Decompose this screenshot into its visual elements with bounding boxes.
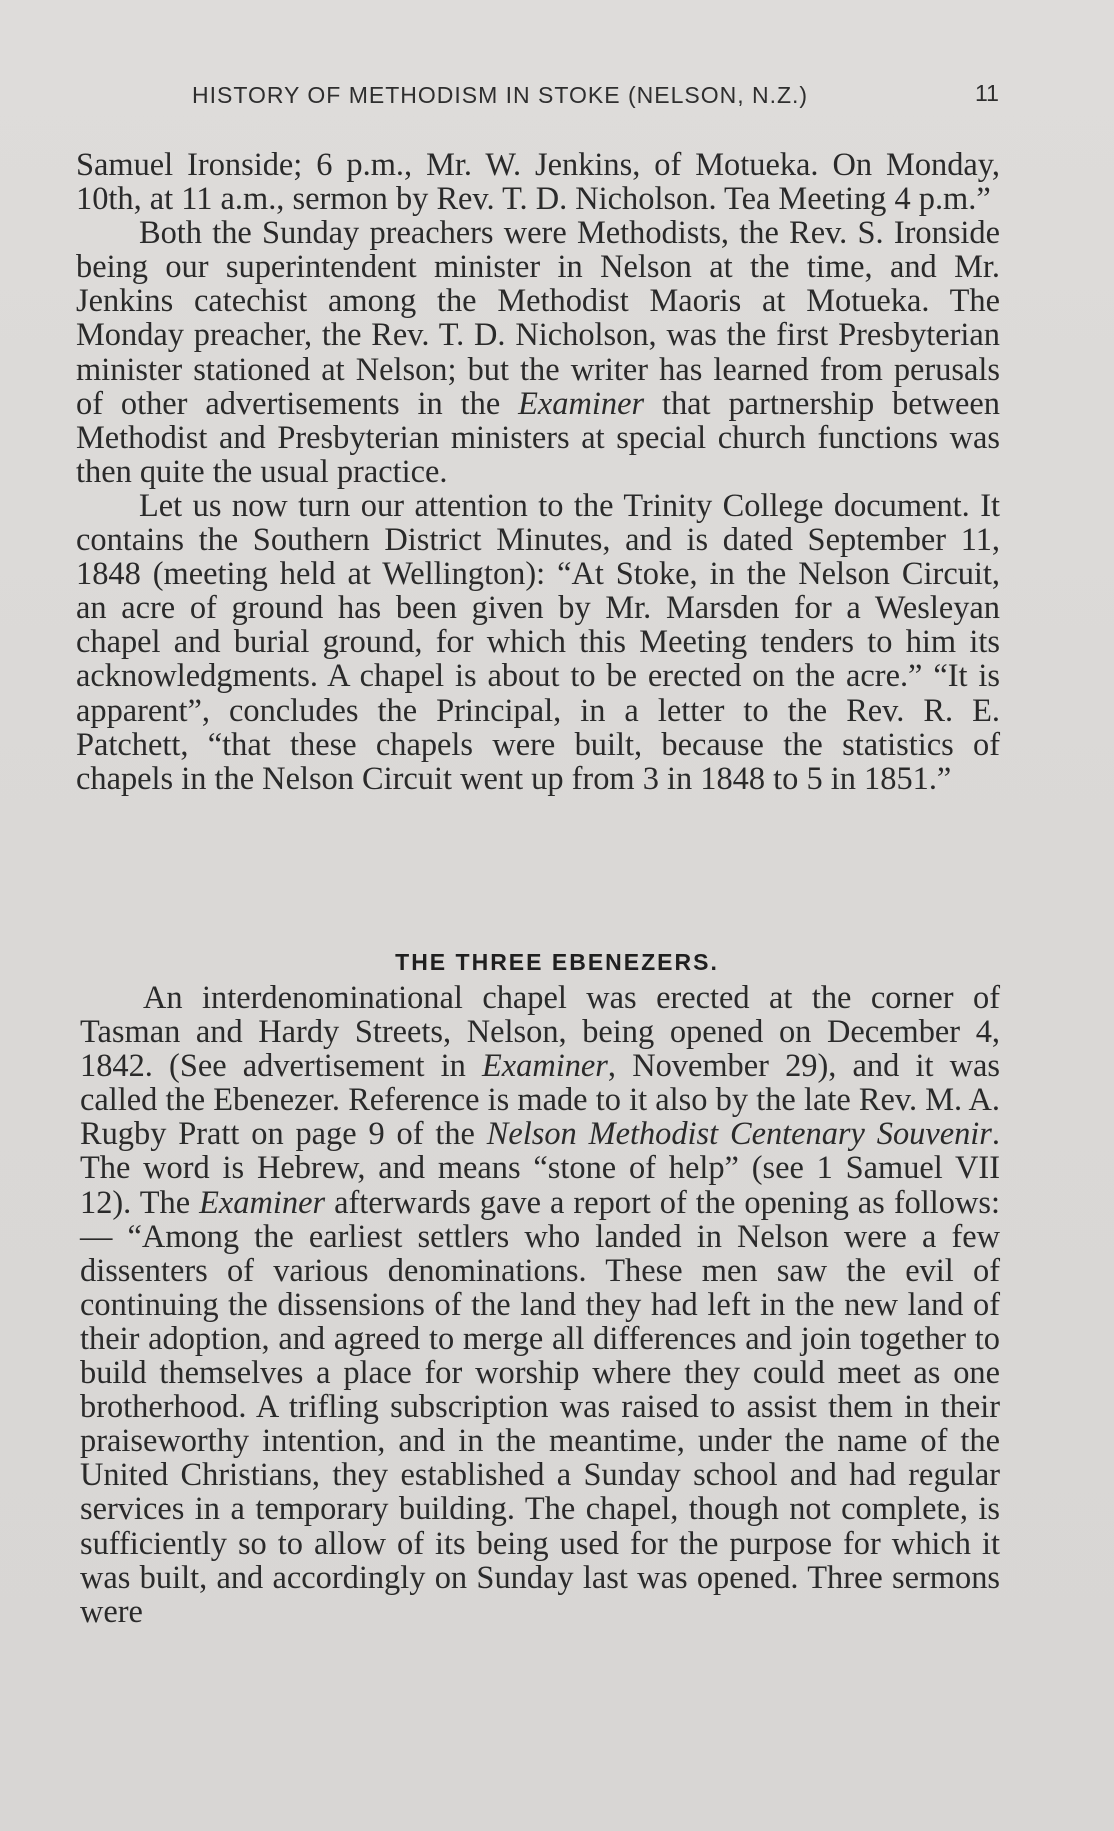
paragraph-sunday-preachers xyxy=(76,216,1000,489)
running-title: HISTORY OF METHODISM IN STOKE (NELSON, N.Z.) xyxy=(192,82,809,108)
paragraph-trinity-college: Let us now turn our attention to the Trinity College document. It contains the Southern District Minutes, and is dated September 11, 1848 (meeting held at Wellington): “At Stoke, in the Nelson Circuit, an acre of ground has been given by Mr. Marsden for a Wesleyan chapel and burial ground, for which this Meeting tenders to him its acknowledgments. A chapel is about to be erected on the acre.” “It is apparent”, concludes the Principal, in a letter to the Rev. R. E. Patchett, “that these chapels were built, because the statistics of chapels in the Nelson Circuit went up from 3 in 1848 to 5 in 1851.” xyxy=(76,487,1000,797)
italic-title: Examiner xyxy=(518,385,645,422)
page-number: 11 xyxy=(975,80,999,106)
text-run: An interdenominational chapel was erected at the corner of Tasman and Hardy Streets, Nelson, being opened on December 4, 1842. (See advertisement in xyxy=(80,980,1000,1085)
text-run: afterwards gave a report of the opening as follows:— “Among the earliest settlers who landed in Nelson were a few dissenters of various denominations. These men saw the evil of continuing the dissensions of the land they had left in the new land of their adoption, and agreed to merge all differences and join together to build themselves a place for worship where they could meet as one brotherhood. A trifling subscription was raised to assist them in their praiseworthy intention, and in the meantime, under the name of the United Christians, they established a Sunday school and had regular services in a temporary building. The chapel, though not complete, is sufficiently so to allow of its being used for the purpose for which it was built, and accordingly on Sunday last was opened. Three sermons were xyxy=(80,1184,1000,1630)
body-text-lower xyxy=(80,981,1000,1629)
italic-title: Nelson Methodist Centenary Souvenir xyxy=(486,1116,992,1153)
text-run: , November 29), and it was called the Ebenezer. Reference is made to it also by the late Rev. M. A. Rugby Pratt on page 9 of the xyxy=(80,1048,1000,1153)
text-run: that partnership between Methodist and Presbyterian ministers at special church functions was then quite the usual practice. xyxy=(76,385,1000,490)
body-text-upper xyxy=(76,148,1000,796)
text-run: . The word is Hebrew, and means “stone of help” (see 1 Samuel VII 12). The xyxy=(80,1116,1000,1221)
paragraph-ebenezer xyxy=(80,981,1000,1629)
italic-title: Examiner xyxy=(199,1184,326,1221)
text-run: Both the Sunday preachers were Methodists, the Rev. S. Ironside being our superintendent minister in Nelson at the time, and Mr. Jenkins catechist among the Methodist Maoris at Motueka. The Monday preacher, the Rev. T. D. Nicholson, was the first Presbyterian minister stationed at Nelson; but the writer has learned from perusals of other advertisements in the xyxy=(76,215,1000,422)
section-heading: THE THREE EBENEZERS. xyxy=(395,949,719,975)
paragraph-continued: Samuel Ironside; 6 p.m., Mr. W. Jenkins, of Motueka. On Monday, 10th, at 11 a.m., sermon by Rev. T. D. Nicholson. Tea Meeting 4 p.m.” xyxy=(76,147,1000,218)
italic-title: Examiner xyxy=(481,1048,608,1085)
